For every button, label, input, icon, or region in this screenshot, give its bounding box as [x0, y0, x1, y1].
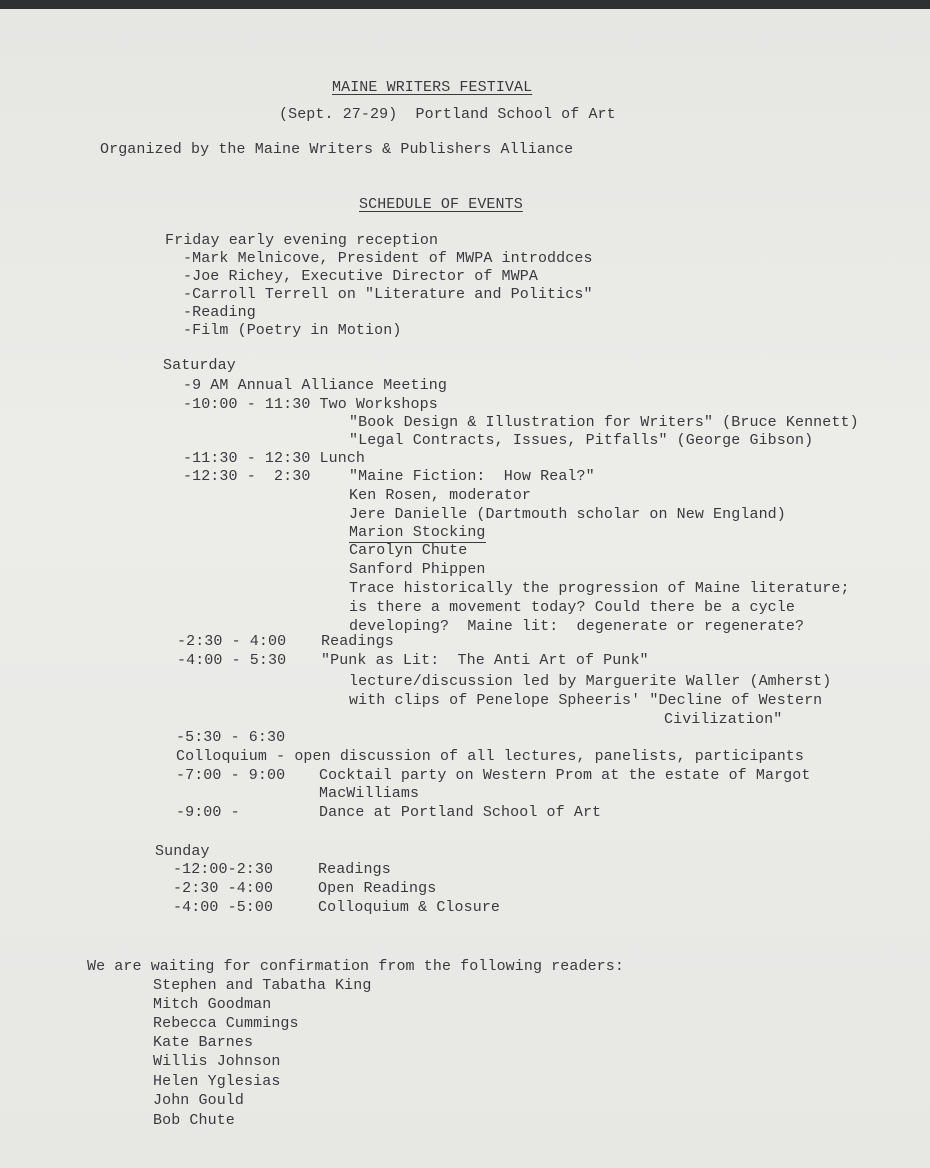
saturday-meeting: -9 AM Annual Alliance Meeting	[183, 377, 447, 394]
top-edge-shadow	[0, 0, 930, 9]
readings-title: Readings	[321, 633, 394, 650]
dance-time: -9:00 -	[176, 804, 240, 821]
punk-detail: with clips of Penelope Spheeris' "Decline of Western	[349, 692, 823, 709]
organizer-line: Organized by the Maine Writers & Publishers Alliance	[100, 141, 574, 158]
colloquium-text: Colloquium - open discussion of all lectures, panelists, participants	[176, 748, 805, 765]
friday-item: -Carroll Terrell on "Literature and Politics"	[183, 286, 593, 303]
reader-name: Kate Barnes	[153, 1034, 254, 1051]
cocktail-line: MacWilliams	[319, 785, 420, 802]
sunday-heading: Sunday	[155, 843, 210, 860]
festival-dates-location: (Sept. 27-29) Portland School of Art	[279, 106, 616, 123]
friday-item: -Reading	[183, 304, 256, 321]
reader-name: Willis Johnson	[153, 1053, 281, 1070]
panelist: Jere Danielle (Dartmouth scholar on New England)	[349, 506, 786, 523]
sunday-time: -2:30 -4:00	[173, 880, 274, 897]
workshop-item: "Book Design & Illustration for Writers" (Bruce Kennett)	[349, 414, 859, 431]
punk-detail: lecture/discussion led by Marguerite Waller (Amherst)	[349, 673, 832, 690]
panel-time: -12:30 - 2:30	[183, 468, 311, 485]
sunday-time: -4:00 -5:00	[173, 899, 274, 916]
punk-title: "Punk as Lit: The Anti Art of Punk"	[321, 652, 649, 669]
readings-time: -2:30 - 4:00	[177, 633, 287, 650]
reader-name: Stephen and Tabatha King	[153, 977, 372, 994]
panel-description: is there a movement today? Could there be a cycle	[349, 599, 795, 616]
saturday-heading: Saturday	[163, 357, 236, 374]
sunday-title: Open Readings	[318, 880, 437, 897]
panel-title: "Maine Fiction: How Real?"	[349, 468, 595, 485]
colloquium-time: -5:30 - 6:30	[176, 729, 286, 746]
festival-title: MAINE WRITERS FESTIVAL	[332, 79, 533, 96]
panel-description: developing? Maine lit: degenerate or regenerate?	[349, 618, 805, 635]
friday-item: -Joe Richey, Executive Director of MWPA	[183, 268, 538, 285]
panelist: Sanford Phippen	[349, 561, 486, 578]
panel-moderator: Ken Rosen, moderator	[349, 487, 532, 504]
punk-time: -4:00 - 5:30	[177, 652, 287, 669]
reader-name: John Gould	[153, 1092, 245, 1109]
friday-heading: Friday early evening reception	[165, 232, 439, 249]
schedule-heading: SCHEDULE OF EVENTS	[359, 196, 523, 213]
reader-name: Rebecca Cummings	[153, 1015, 299, 1032]
friday-item: -Film (Poetry in Motion)	[183, 322, 402, 339]
readers-intro: We are waiting for confirmation from the following readers:	[87, 958, 624, 975]
reader-name: Bob Chute	[153, 1112, 235, 1129]
reader-name: Mitch Goodman	[153, 996, 272, 1013]
sunday-title: Readings	[318, 861, 391, 878]
sunday-time: -12:00-2:30	[173, 861, 274, 878]
friday-item: -Mark Melnicove, President of MWPA introddces	[183, 250, 593, 267]
panelist: Carolyn Chute	[349, 542, 468, 559]
saturday-lunch: -11:30 - 12:30 Lunch	[183, 450, 366, 467]
panelist: Marion Stocking	[349, 524, 486, 541]
cocktail-line: Cocktail party on Western Prom at the estate of Margot	[319, 767, 811, 784]
panel-description: Trace historically the progression of Maine literature;	[349, 580, 850, 597]
saturday-workshops: -10:00 - 11:30 Two Workshops	[183, 396, 438, 413]
reader-name: Helen Yglesias	[153, 1073, 281, 1090]
cocktail-time: -7:00 - 9:00	[176, 767, 286, 784]
dance-title: Dance at Portland School of Art	[319, 804, 602, 821]
sunday-title: Colloquium & Closure	[318, 899, 501, 916]
workshop-item: "Legal Contracts, Issues, Pitfalls" (George Gibson)	[349, 432, 814, 449]
punk-detail: Civilization"	[664, 711, 783, 728]
